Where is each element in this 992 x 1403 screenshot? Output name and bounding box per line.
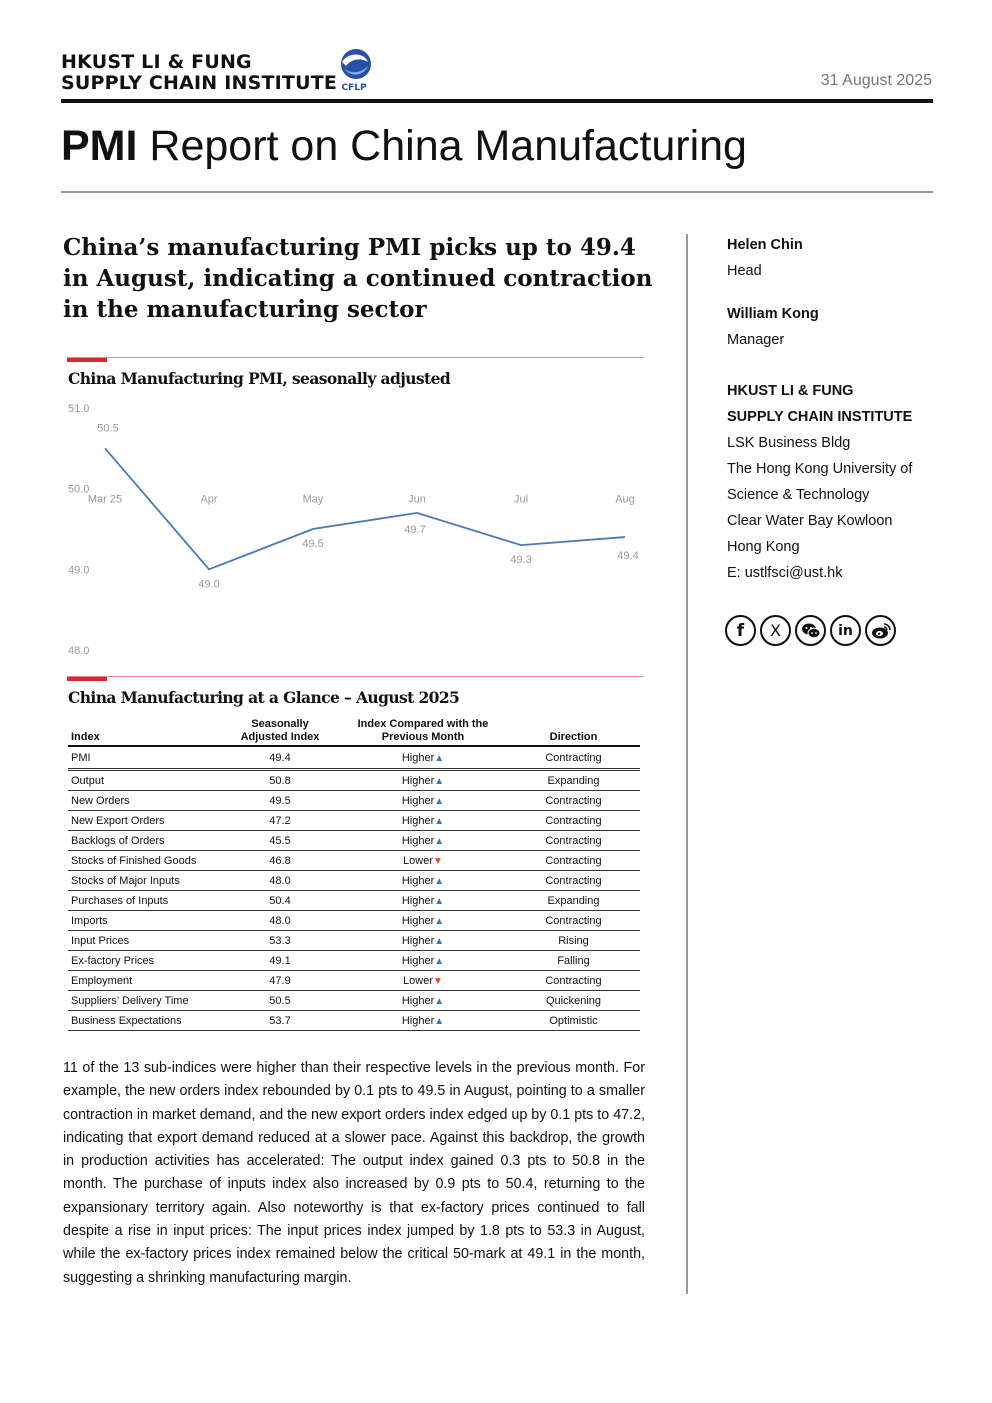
direction-value: Contracting bbox=[507, 911, 640, 931]
index-name: New Orders bbox=[68, 791, 221, 811]
header-index: Index bbox=[68, 714, 221, 746]
index-name: Stocks of Major Inputs bbox=[68, 871, 221, 891]
arrow-up-icon: ▲ bbox=[434, 935, 445, 947]
direction-value: Contracting bbox=[507, 851, 640, 871]
arrow-up-icon: ▲ bbox=[434, 835, 445, 847]
x-tick-label: Jun bbox=[408, 493, 426, 506]
author-block-2 bbox=[727, 301, 819, 353]
table-title: China Manufacturing at a Glance – August 2025 bbox=[68, 688, 460, 707]
arrow-up-icon: ▲ bbox=[434, 875, 445, 887]
weibo-icon[interactable] bbox=[865, 615, 896, 646]
x-tick-label: Aug bbox=[615, 493, 635, 506]
index-name: New Export Orders bbox=[68, 811, 221, 831]
sa-value: 48.0 bbox=[221, 871, 339, 891]
compared-text: Higher bbox=[401, 894, 435, 907]
institute-name-line1: HKUST LI & FUNG bbox=[727, 383, 854, 399]
compared-text: Higher bbox=[401, 794, 435, 807]
chart-section-rule bbox=[67, 357, 644, 358]
institute-wordmark bbox=[61, 52, 337, 94]
chart-title: China Manufacturing PMI, seasonally adjusted bbox=[68, 369, 451, 388]
compared-text: Higher bbox=[401, 914, 435, 927]
title-rule bbox=[61, 191, 933, 193]
direction-value: Expanding bbox=[507, 891, 640, 911]
email-line: E: ustlfsci@ust.hk bbox=[727, 565, 843, 581]
table-row bbox=[68, 851, 640, 871]
compared-cell bbox=[339, 951, 507, 971]
pmi-series-line bbox=[105, 448, 625, 569]
arrow-down-icon: ▼ bbox=[433, 855, 443, 867]
sa-value: 50.8 bbox=[221, 770, 339, 791]
index-name: Ex-factory Prices bbox=[68, 951, 221, 971]
data-label: 49.3 bbox=[510, 554, 532, 567]
compared-text: Higher bbox=[401, 774, 435, 787]
address-line: Hong Kong bbox=[727, 539, 800, 555]
x-tick-label: May bbox=[302, 493, 324, 506]
sa-value: 49.5 bbox=[221, 791, 339, 811]
compared-cell bbox=[339, 871, 507, 891]
compared-cell bbox=[339, 791, 507, 811]
headline: China’s manufacturing PMI picks up to 49.4 in August, indicating a continued contraction in the manufacturing sector bbox=[63, 234, 653, 323]
compared-cell bbox=[339, 931, 507, 951]
table-row bbox=[68, 891, 640, 911]
cflp-logo bbox=[330, 46, 378, 92]
social-links bbox=[725, 615, 896, 646]
arrow-up-icon: ▲ bbox=[434, 815, 445, 827]
x-tick-label: Jul bbox=[513, 493, 529, 506]
author-name: William Kong bbox=[727, 306, 819, 322]
compared-cell bbox=[339, 831, 507, 851]
table-row bbox=[68, 911, 640, 931]
compared-text: Higher bbox=[401, 994, 435, 1007]
sa-value: 50.4 bbox=[221, 891, 339, 911]
data-label: 49.4 bbox=[617, 550, 639, 563]
compared-cell bbox=[339, 911, 507, 931]
table-row bbox=[68, 811, 640, 831]
compared-text: Higher bbox=[401, 1014, 435, 1027]
contact-block bbox=[727, 378, 912, 586]
compared-text: Lower bbox=[403, 854, 434, 867]
arrow-up-icon: ▲ bbox=[434, 795, 445, 807]
y-tick-label: 50.0 bbox=[68, 483, 90, 496]
direction-value: Optimistic bbox=[507, 1011, 640, 1031]
glance-table bbox=[68, 714, 640, 1031]
compared-cell bbox=[339, 891, 507, 911]
arrow-up-icon: ▲ bbox=[434, 775, 445, 787]
table-row bbox=[68, 791, 640, 811]
compared-cell bbox=[339, 770, 507, 791]
compared-cell bbox=[339, 811, 507, 831]
report-date: 31 August 2025 bbox=[820, 72, 932, 89]
table-row bbox=[68, 770, 640, 791]
direction-value: Contracting bbox=[507, 871, 640, 891]
author-role: Head bbox=[727, 263, 762, 279]
compared-text: Lower bbox=[403, 974, 434, 987]
direction-value: Contracting bbox=[507, 971, 640, 991]
index-name: Employment bbox=[68, 971, 221, 991]
arrow-up-icon: ▲ bbox=[434, 995, 445, 1007]
compared-text: Higher bbox=[401, 954, 435, 967]
facebook-icon[interactable]: f bbox=[725, 615, 756, 646]
compared-text: Higher bbox=[401, 874, 435, 887]
data-label: 49.0 bbox=[198, 578, 220, 591]
data-label: 49.7 bbox=[404, 523, 426, 536]
institute-name-line2: SUPPLY CHAIN INSTITUTE bbox=[727, 409, 913, 425]
linkedin-icon[interactable]: in bbox=[830, 615, 861, 646]
index-name: Input Prices bbox=[68, 931, 221, 951]
index-name: Imports bbox=[68, 911, 221, 931]
address-line: Science & Technology bbox=[727, 487, 870, 503]
compared-cell bbox=[339, 1011, 507, 1031]
analysis-paragraph: 11 of the 13 sub-indices were higher than their respective levels in the previous month. For example, the new orders index rebounded by 0.1 pts to 49.5 in August, pointing to a smaller contraction in market demand, and the new export orders index edged up by 0.1 pts to 47.2, indicating that export demand reduced at a slower pace. Against this backdrop, the growth in production activities has accelerated: The output index gained 0.3 pts to 50.8 in the month. The purchase of inputs index also increased by 0.9 pts to 50.4, returning to the expansionary territory again. Also noteworthy is that ex-factory prices continued to fall despite a rise in input prices: The input prices index jumped by 1.8 pts to 53.3 in August, while the ex-factory prices index remained below the critical 50-mark at 49.1 in the month, suggesting a shrinking manufacturing margin. bbox=[63, 1060, 645, 1286]
index-name: Suppliers’ Delivery Time bbox=[68, 991, 221, 1011]
sa-value: 47.9 bbox=[221, 971, 339, 991]
table-row bbox=[68, 746, 640, 770]
author-name: Helen Chin bbox=[727, 237, 803, 253]
index-name: Business Expectations bbox=[68, 1011, 221, 1031]
header-direction: Direction bbox=[507, 714, 640, 746]
index-name: PMI bbox=[68, 746, 221, 770]
direction-value: Falling bbox=[507, 951, 640, 971]
org-name-line1: HKUST LI & FUNG bbox=[61, 51, 252, 73]
table-row bbox=[68, 831, 640, 851]
column-divider bbox=[686, 234, 688, 1294]
arrow-up-icon: ▲ bbox=[434, 915, 445, 927]
author-block-1 bbox=[727, 232, 803, 284]
table-row bbox=[68, 931, 640, 951]
compared-cell bbox=[339, 851, 507, 871]
logo-text: CFLP bbox=[341, 83, 367, 92]
compared-cell bbox=[339, 746, 507, 770]
y-tick-label: 49.0 bbox=[68, 564, 90, 577]
pmi-line-chart bbox=[60, 395, 650, 665]
data-label: 49.5 bbox=[302, 538, 324, 550]
sa-value: 53.7 bbox=[221, 1011, 339, 1031]
report-title-rest: Report on China Manufacturing bbox=[137, 122, 747, 170]
compared-cell bbox=[339, 991, 507, 1011]
data-label: 50.5 bbox=[97, 422, 119, 435]
table-row bbox=[68, 991, 640, 1011]
table-row bbox=[68, 871, 640, 891]
x-icon[interactable]: X bbox=[760, 615, 791, 646]
sa-value: 48.0 bbox=[221, 911, 339, 931]
index-name: Stocks of Finished Goods bbox=[68, 851, 221, 871]
header-rule bbox=[61, 99, 933, 103]
report-title-bold: PMI bbox=[61, 122, 138, 170]
compared-text: Higher bbox=[401, 814, 435, 827]
author-role: Manager bbox=[727, 332, 785, 348]
y-tick-label: 48.0 bbox=[68, 645, 90, 657]
sa-value: 47.2 bbox=[221, 811, 339, 831]
direction-value: Quickening bbox=[507, 991, 640, 1011]
arrow-up-icon: ▲ bbox=[434, 752, 445, 764]
direction-value: Contracting bbox=[507, 811, 640, 831]
direction-value: Contracting bbox=[507, 831, 640, 851]
x-tick-label: Mar 25 bbox=[87, 493, 123, 506]
sa-value: 46.8 bbox=[221, 851, 339, 871]
table-section-rule bbox=[67, 676, 644, 677]
direction-value: Expanding bbox=[507, 770, 640, 791]
sa-value: 49.1 bbox=[221, 951, 339, 971]
compared-cell bbox=[339, 971, 507, 991]
index-name: Backlogs of Orders bbox=[68, 831, 221, 851]
table-row bbox=[68, 951, 640, 971]
report-title bbox=[61, 122, 747, 171]
sa-value: 45.5 bbox=[221, 831, 339, 851]
address-line: Clear Water Bay Kowloon bbox=[727, 513, 893, 529]
y-tick-label: 51.0 bbox=[68, 403, 90, 415]
direction-value: Contracting bbox=[507, 791, 640, 811]
compared-text: Higher bbox=[401, 751, 435, 764]
org-name-line2: SUPPLY CHAIN INSTITUTE bbox=[61, 72, 338, 94]
sa-value: 53.3 bbox=[221, 931, 339, 951]
table-header-row bbox=[68, 714, 640, 746]
table-body bbox=[68, 746, 640, 1031]
direction-value: Contracting bbox=[507, 746, 640, 770]
address-line: The Hong Kong University of bbox=[727, 461, 913, 477]
wechat-icon[interactable] bbox=[795, 615, 826, 646]
arrow-up-icon: ▲ bbox=[434, 955, 445, 967]
table-row bbox=[68, 971, 640, 991]
index-name: Output bbox=[68, 770, 221, 791]
arrow-up-icon: ▲ bbox=[434, 1015, 445, 1027]
arrow-down-icon: ▼ bbox=[433, 975, 443, 987]
table-row bbox=[68, 1011, 640, 1031]
sa-value: 49.4 bbox=[221, 746, 339, 770]
arrow-up-icon: ▲ bbox=[434, 895, 445, 907]
header-compared: Index Compared with the Previous Month bbox=[339, 714, 507, 746]
header-sa-index: Seasonally Adjusted Index bbox=[221, 714, 339, 746]
x-tick-label: Apr bbox=[200, 493, 218, 506]
compared-text: Higher bbox=[401, 834, 435, 847]
compared-text: Higher bbox=[401, 934, 435, 947]
direction-value: Rising bbox=[507, 931, 640, 951]
sa-value: 50.5 bbox=[221, 991, 339, 1011]
address-line: LSK Business Bldg bbox=[727, 435, 851, 451]
index-name: Purchases of Inputs bbox=[68, 891, 221, 911]
